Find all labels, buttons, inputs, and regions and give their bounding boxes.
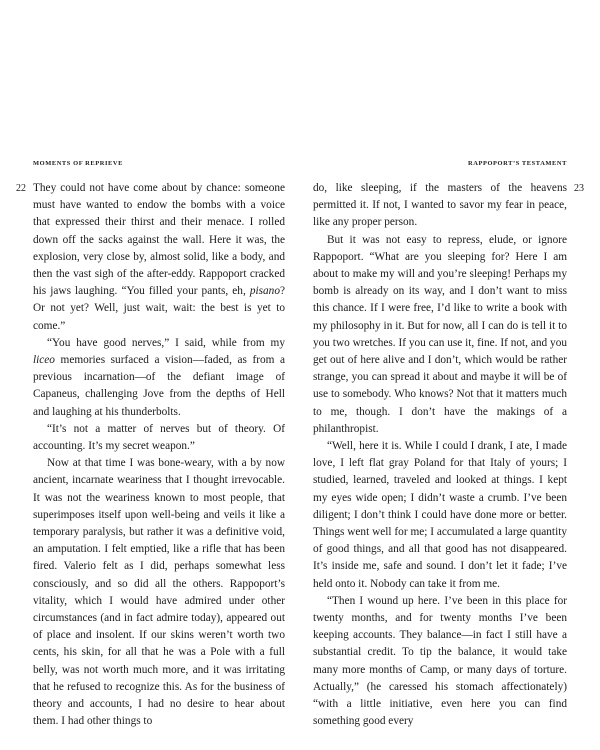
running-head: MOMENTS OF REPRIEVE xyxy=(33,160,123,167)
page-number: 22 xyxy=(16,183,26,194)
italic-term: liceo xyxy=(33,354,55,367)
paragraph: do, like sleeping, if the masters of the heavens permitted it. If not, I wanted to savor my fear in peace, like any proper person. xyxy=(313,182,567,229)
italic-term: pisano xyxy=(249,285,280,298)
paragraph: They could not have come about by chance: someone must have wanted to endow the bombs with a voice that expressed their thirst and their menace. I rolled down off the sacks against the wall. Here it was, the explosion, very close by, almost solid, like a body, and then the vast sigh of the after-eddy. Rappoport cracked his jaws laughing. “You filled your pants, eh, pisano? Or not yet? Well, just wait, wait: the best is yet to come.” xyxy=(33,182,285,332)
paragraph: “It’s not a matter of nerves but of theory. Of accounting. It’s my secret weapon.” xyxy=(33,422,285,453)
body-text xyxy=(313,180,567,731)
paragraph: But it was not easy to repress, elude, or ignore Rappoport. “What are you sleeping for? Here I am about to make my will and you’re sleeping! Perhaps my bomb is already on its way, and I don’t want to miss this chance. If I were free, I’d like to write a book with my philosophy in it. But for now, all I can do is tell it to you two wretches. If you can use it, fine. If not, and you get out of here alive and I don’t, which would be rather strange, you can spread it about and maybe it will be of use to somebody. Who knows? Not that it matters much to me, though. I don’t have the makings of a philanthropist. xyxy=(313,233,567,435)
paragraph: “Well, here it is. While I could I drank, I ate, I made love, I left flat gray Poland for that Italy of yours; I studied, learned, traveled and looked at things. I kept my eyes wide open; I didn’t waste a crumb. I’ve been diligent; I don’t think I could have done more or better. Things went well for me; I accumulated a large quantity of good things, and all that good has not disappeared. It’s inside me, safe and sound. I don’t let it fade; I’ve held onto it. Nobody can take it from me. xyxy=(313,440,567,590)
paragraph: “You have good nerves,” I said, while from my liceo memories surfaced a vision—faded, as from a previous incarnation—of the defiant image of Capaneus, challenging Jove from the depths of Hell and laughing at his thunderbolts. xyxy=(33,336,285,418)
running-head: RAPPOPORT’S TESTAMENT xyxy=(468,160,567,167)
right-page xyxy=(300,0,600,750)
body-text xyxy=(33,180,285,731)
paragraph: “Then I wound up here. I’ve been in this place for twenty months, and for twenty months I’ve been keeping accounts. They balance—in fact I still have a substantial credit. To tip the balance, it would take many more months of Camp, or many days of torture. Actually,” (he caressed his stomach affectionately) “with a little initiative, even here you can find something good every xyxy=(313,594,567,728)
page-number: 23 xyxy=(574,183,584,194)
paragraph: Now at that time I was bone-weary, with a by now ancient, incarnate weariness that I thought irrevocable. It was not the weariness known to most people, that superimposes itself upon well-being and veils it like a temporary paralysis, but rather it was a definitive void, an amputation. I felt emptied, like a rifle that has been fired. Valerio felt as I did, perhaps somewhat less consciously, and so did all the others. Rappoport’s vitality, which I would have admired under other circumstances (and in fact admire today), appeared out of place and insolent. If our skins weren’t worth two cents, his skin, for all that he was a Pole with a full belly, was not worth much more, and it was irritating that he refused to recognize this. As for the business of theory and accounts, I had no desire to hear about them. I had other things to xyxy=(33,457,285,728)
